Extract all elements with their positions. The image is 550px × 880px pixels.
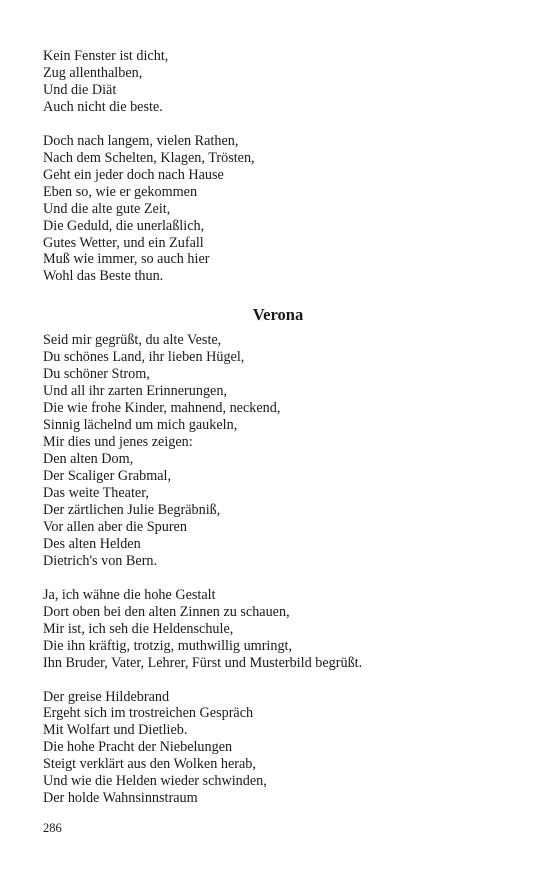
verse-line: Der holde Wahnsinnstraum: [43, 790, 198, 807]
verse-line: Mir ist, ich seh die Heldenschule,: [43, 620, 234, 637]
verse-line: Seid mir gegrüßt, du alte Veste,: [43, 332, 222, 349]
stanza: [43, 133, 513, 286]
verse-line: Doch nach langem, vielen Rathen,: [43, 132, 239, 149]
stanza-gap: [43, 570, 513, 587]
stanza-gap: [43, 116, 513, 133]
verse-line: Und wie die Helden wieder schwinden,: [43, 773, 267, 790]
verse-line: Geht ein jeder doch nach Hause: [43, 166, 224, 183]
stanza: [43, 689, 513, 808]
verse-line: Ja, ich wähne die hohe Gestalt: [43, 586, 216, 603]
verse-line: Der Scaliger Grabmal,: [43, 468, 172, 485]
verse-line: Dietrich's von Bern.: [43, 552, 158, 569]
verse-line: Das weite Theater,: [43, 484, 149, 501]
verse-line: Kein Fenster ist dicht,: [43, 48, 169, 64]
verse-line: Dort oben bei den alten Zinnen zu schauen,: [43, 603, 290, 620]
verse-line: Gutes Wetter, und ein Zufall: [43, 234, 204, 251]
page-body: [43, 48, 513, 807]
verse-line: Eben so, wie er gekommen: [43, 183, 198, 200]
verse-line: Der zärtlichen Julie Begräbniß,: [43, 501, 221, 518]
verse-line: Mit Wolfart und Dietlieb.: [43, 722, 188, 739]
verse-line: Du schöner Strom,: [43, 366, 150, 383]
verse-line: Auch nicht die beste.: [43, 98, 163, 115]
verse-line: Die Geduld, die unerlaßlich,: [43, 217, 205, 234]
verse-line: Du schönes Land, ihr lieben Hügel,: [43, 349, 245, 366]
page-number: 286: [43, 821, 62, 835]
stanza: [43, 332, 513, 569]
verse-line: Zug allenthalben,: [43, 64, 143, 81]
stanza: [43, 587, 513, 672]
verse-line: Ihn Bruder, Vater, Lehrer, Fürst und Musterbild begrüßt.: [43, 654, 363, 671]
verse-line: Den alten Dom,: [43, 451, 134, 468]
stanza: [43, 48, 513, 116]
verse-line: Sinnig lächelnd um mich gaukeln,: [43, 417, 238, 434]
verse-line: Vor allen aber die Spuren: [43, 518, 187, 535]
verse-line: Des alten Helden: [43, 535, 141, 552]
stanza-gap: [43, 672, 513, 689]
verse-line: Und die alte gute Zeit,: [43, 200, 171, 217]
verse-line: Und die Diät: [43, 81, 117, 98]
verse-line: Mir dies und jenes zeigen:: [43, 434, 193, 451]
verse-line: Muß wie immer, so auch hier: [43, 251, 210, 268]
verse-line: Der greise Hildebrand: [43, 688, 170, 705]
verse-line: Ergeht sich im trostreichen Gespräch: [43, 705, 254, 722]
verse-line: Nach dem Schelten, Klagen, Trösten,: [43, 149, 255, 166]
verse-line: Wohl das Beste thun.: [43, 268, 164, 285]
verse-line: Steigt verklärt aus den Wolken herab,: [43, 756, 256, 773]
verse-line: Die ihn kräftig, trotzig, muthwillig umringt,: [43, 637, 293, 654]
verse-line: Die wie frohe Kinder, mahnend, neckend,: [43, 400, 281, 417]
verse-line: Die hohe Pracht der Niebelungen: [43, 739, 233, 756]
verse-line: Und all ihr zarten Erinnerungen,: [43, 383, 227, 400]
poem-title: Verona: [252, 305, 304, 325]
